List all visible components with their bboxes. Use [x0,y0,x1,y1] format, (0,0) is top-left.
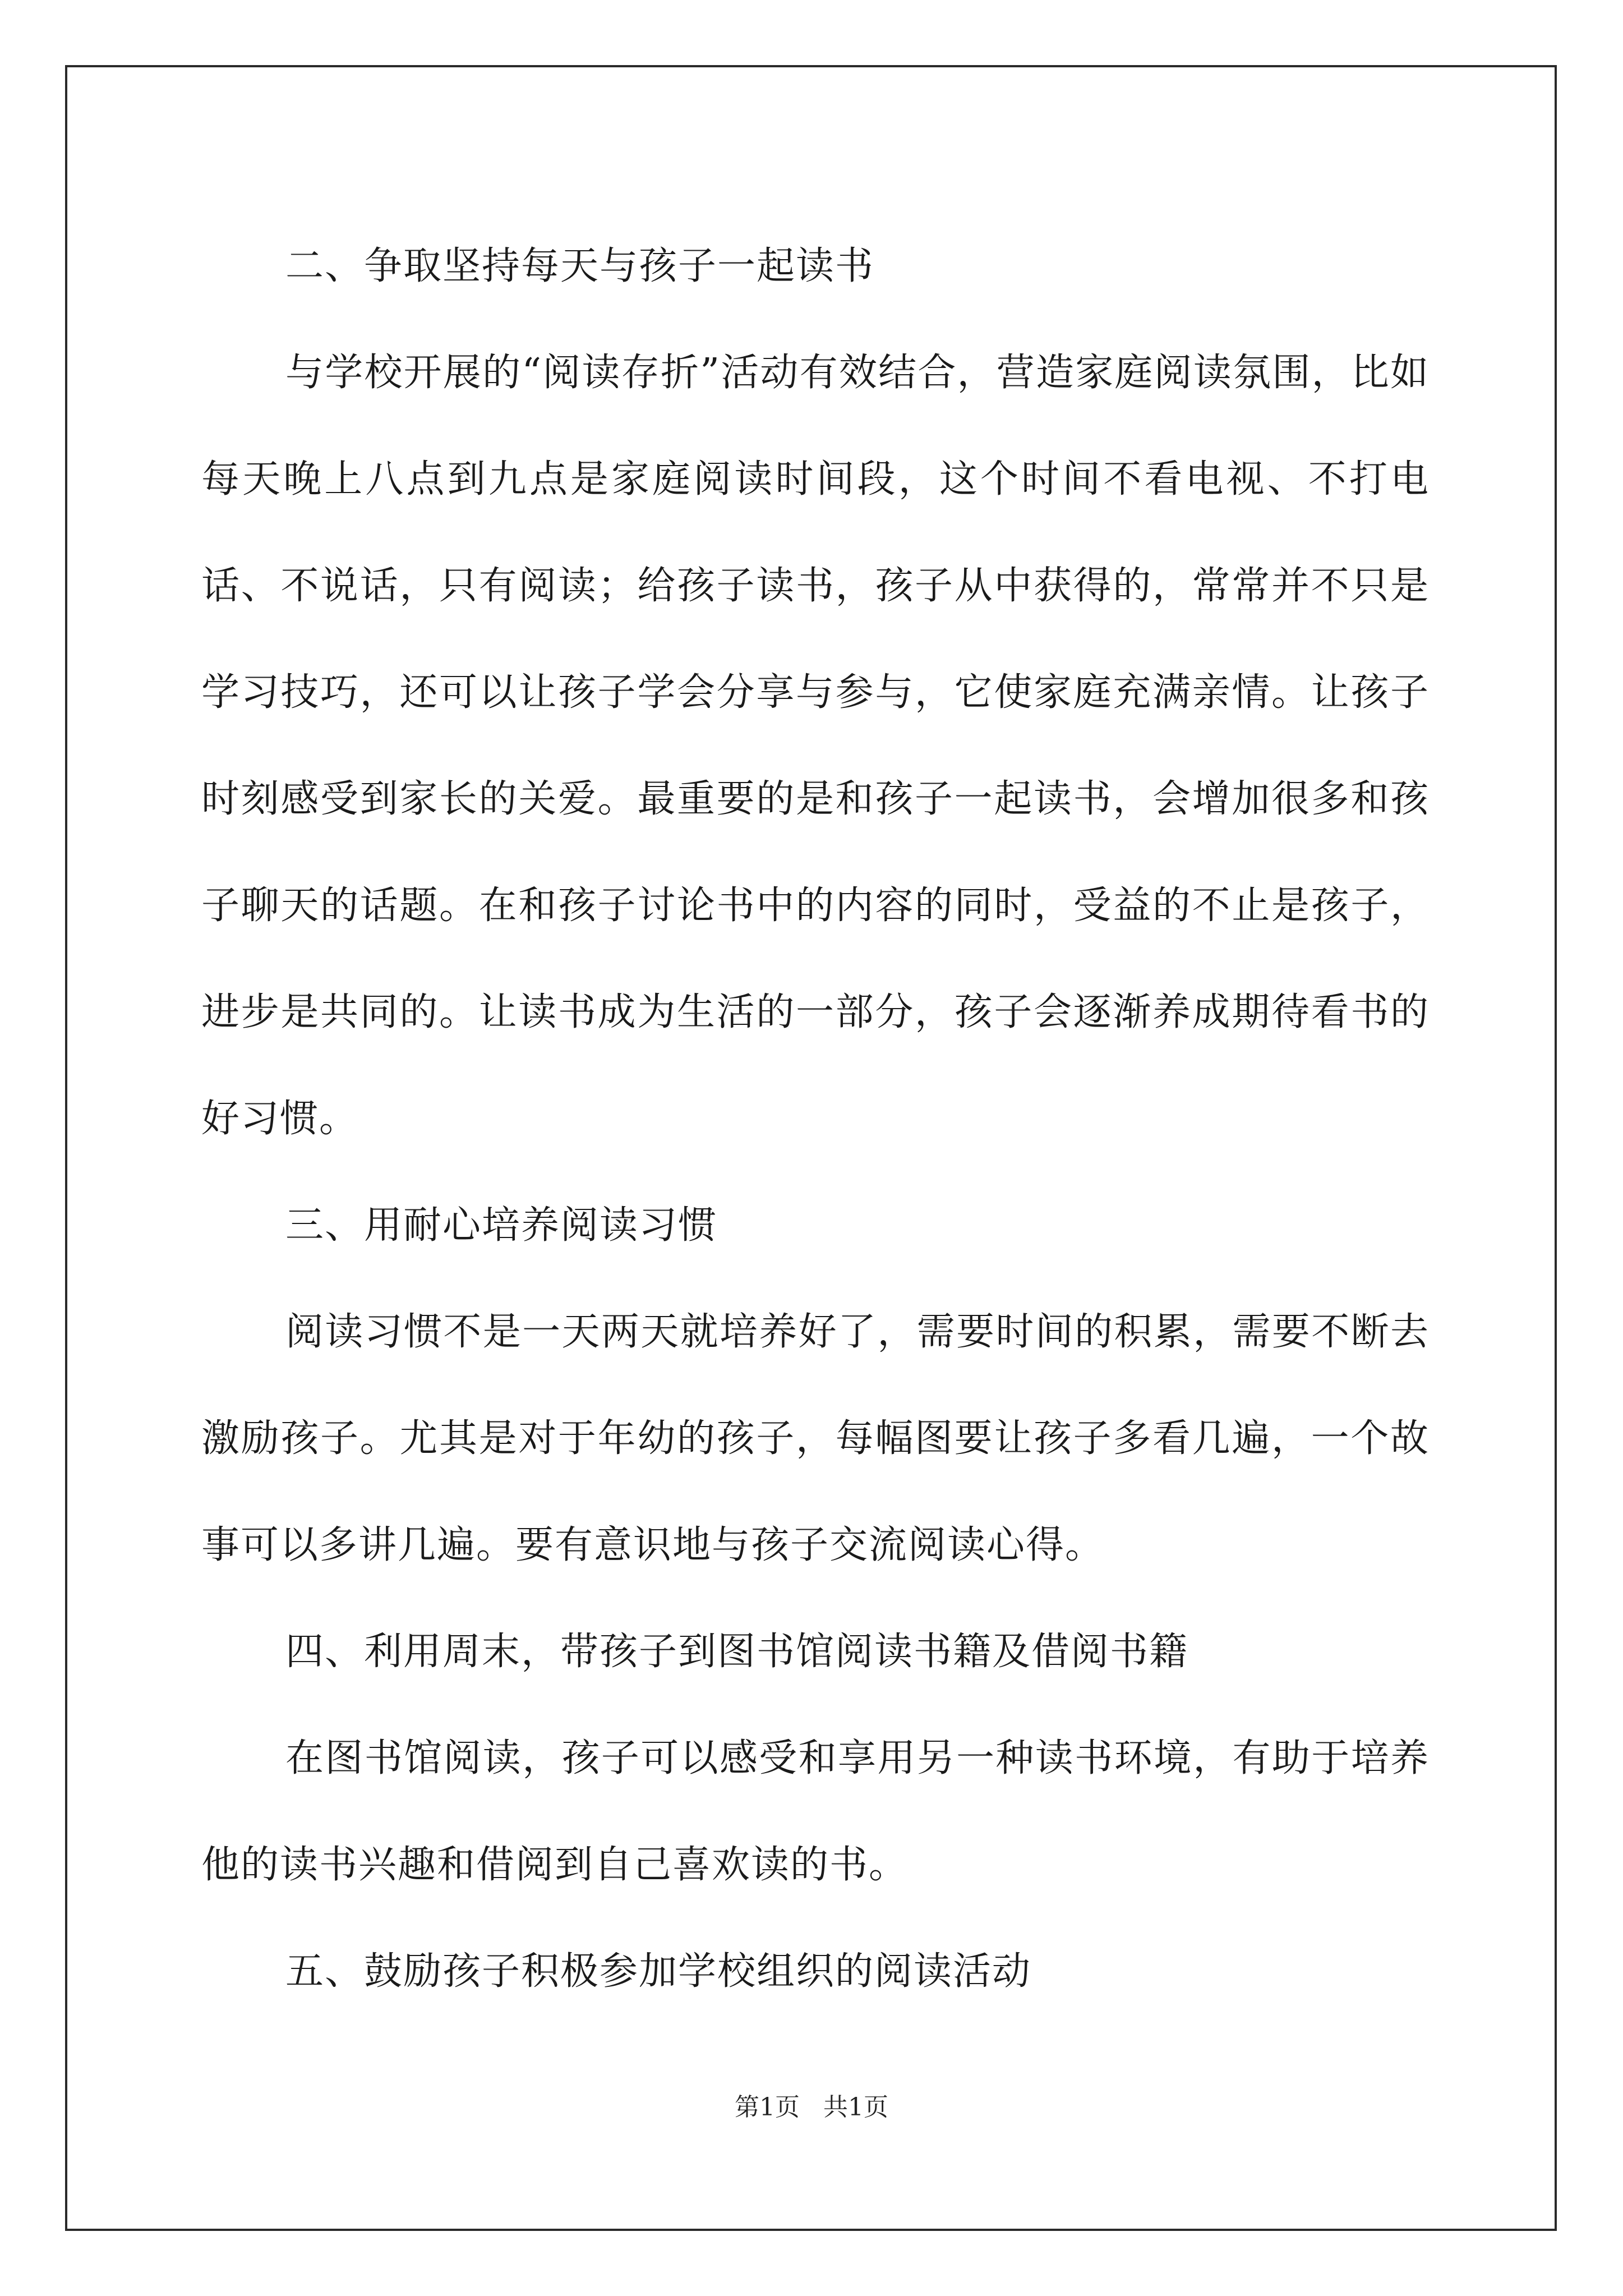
section-heading-5: 五、鼓励孩子积极参加学校组织的阅读活动 [285,1949,1032,1994]
body-paragraph: 与学校开展的“阅读存折”活动有效结合，营造家庭阅读氛围，比如每天晚上八点到九点是家庭阅读时间段，这个时间不看电视、不打电话、不说话，只有阅读；给孩子读书，孩子从中获得的，常常并不只是学习技巧，还可以让孩子学会分享与参与，它使家庭充满亲情。让孩子时刻感受到家长的关爱。最重要的是和孩子一起读书，会增加很多和孩子聊天的话题。在和孩子讨论书中的内容的同时，受益的不止是孩子，进步是共同的。让读书成为生活的一部分，孩子会逐渐养成期待看书的好习惯。 [201,351,1430,1141]
page-footer [0,2091,1623,2124]
body-paragraph: 阅读习惯不是一天两天就培养好了，需要时间的积累，需要不断去激励孩子。尤其是对于年幼的孩子，每幅图要让孩子多看几遍，一个故事可以多讲几遍。要有意识地与孩子交流阅读心得。 [201,1310,1430,1567]
total-pages: 共1页 [823,2093,888,2122]
page-number: 第1页 [735,2093,800,2122]
body-paragraph: 在图书馆阅读，孩子可以感受和享用另一种读书环境，有助于培养他的读书兴趣和借阅到自己喜欢读的书。 [201,1736,1430,1887]
section-heading-2: 二、争取坚持每天与孩子一起读书 [285,244,875,288]
section-heading-3: 三、用耐心培养阅读习惯 [285,1203,718,1248]
section-heading-4: 四、利用周末，带孩子到图书馆阅读书籍及借阅书籍 [285,1630,1189,1674]
document-body [201,213,1430,2025]
